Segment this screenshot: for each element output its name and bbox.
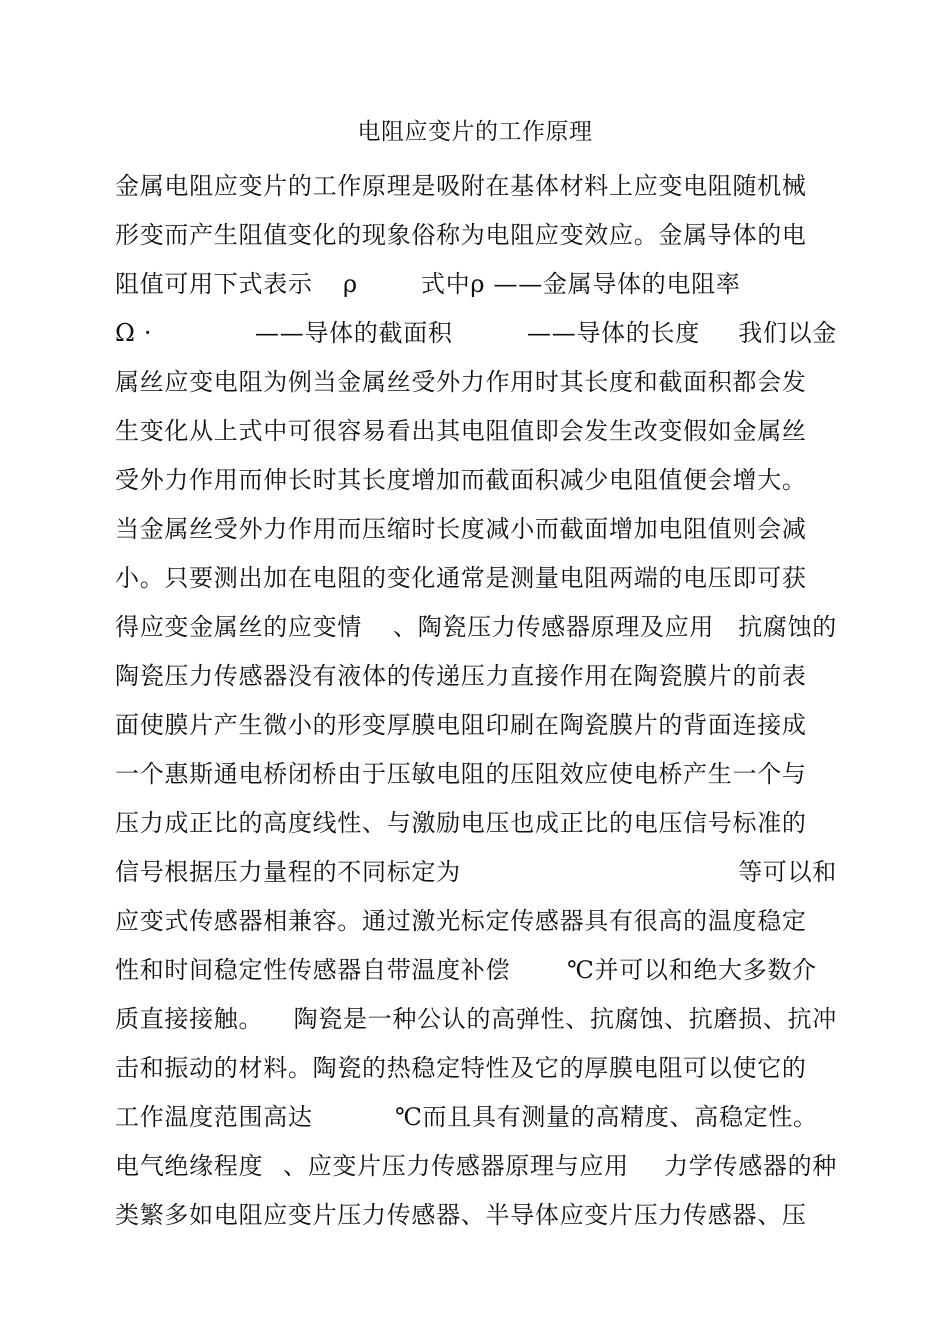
text-line-19 xyxy=(115,1044,837,1093)
text-line-9 xyxy=(115,554,837,603)
text-line-10-seg-3: 抗腐蚀的 xyxy=(738,613,837,641)
text-line-22 xyxy=(115,1191,837,1240)
text-line-15 xyxy=(115,848,837,897)
document-title: 电阻应变片的工作原理 xyxy=(357,119,593,145)
text-line-10-seg-1: 得应变金属丝的应变情 xyxy=(115,613,362,641)
text-line-3 xyxy=(115,260,837,309)
text-line-6-text: 生变化从上式中可很容易看出其电阻值即会发生改变假如金属丝 xyxy=(115,417,807,445)
text-line-5-text: 属丝应变电阻为例当金属丝受外力作用时其长度和截面积都会发 xyxy=(115,368,807,396)
text-line-4-seg-2: ——导体的截面积 xyxy=(255,319,453,347)
text-line-14-text: 压力成正比的高度线性、与激励电压也成正比的电压信号标准的 xyxy=(115,809,807,837)
text-line-2-text: 形变而产生阻值变化的现象俗称为电阻应变效应。金属导体的电 xyxy=(115,221,807,249)
text-line-1 xyxy=(115,162,837,211)
text-line-11-text: 陶瓷压力传感器没有液体的传递压力直接作用在陶瓷膜片的前表 xyxy=(115,662,807,690)
text-line-15-seg-1: 信号根据压力量程的不同标定为 xyxy=(115,858,461,886)
text-line-4-seg-3: ——导体的长度 xyxy=(527,319,700,347)
text-line-2 xyxy=(115,211,837,260)
text-line-17-seg-1: 性和时间稳定性传感器自带温度补偿 xyxy=(115,956,511,984)
text-line-18 xyxy=(115,995,837,1044)
text-line-5 xyxy=(115,358,837,407)
text-line-18-seg-1: 质直接接触。 xyxy=(115,1005,264,1033)
text-line-7 xyxy=(115,456,837,505)
text-line-11 xyxy=(115,652,837,701)
text-line-19-text: 击和振动的材料。陶瓷的热稳定特性及它的厚膜电阻可以使它的 xyxy=(115,1054,807,1082)
text-line-4-seg-4: 我们以金 xyxy=(738,319,837,347)
text-line-15-seg-2: 等可以和 xyxy=(738,858,837,886)
text-line-1-text: 金属电阻应变片的工作原理是吸附在基体材料上应变电阻随机械 xyxy=(115,172,807,200)
text-line-20-seg-1: 工作温度范围高达 xyxy=(115,1103,313,1131)
document-body xyxy=(115,162,837,1240)
text-line-6 xyxy=(115,407,837,456)
text-line-12 xyxy=(115,701,837,750)
section-heading-strain-gauge-sensor: 、应变片压力传感器原理与应用 xyxy=(283,1152,629,1180)
text-line-12-text: 面使膜片产生微小的形变厚膜电阻印刷在陶瓷膜片的背面连接成 xyxy=(115,711,807,739)
text-line-22-text: 类繁多如电阻应变片压力传感器、半导体应变片压力传感器、压 xyxy=(115,1201,807,1229)
text-line-17 xyxy=(115,946,837,995)
text-line-21-seg-1: 电气绝缘程度 xyxy=(115,1152,264,1180)
text-line-8-text: 当金属丝受外力作用而压缩时长度减小而截面增加电阻值则会减 xyxy=(115,515,807,543)
text-line-20 xyxy=(115,1093,837,1142)
text-line-3-seg-1: 阻值可用下式表示 xyxy=(115,270,313,298)
text-line-20-seg-2: ℃而且具有测量的高精度、高稳定性。 xyxy=(395,1103,818,1131)
text-line-17-seg-2: ℃并可以和绝大多数介 xyxy=(567,956,817,984)
text-line-4-seg-1: Ω · xyxy=(115,319,153,347)
section-heading-ceramic-sensor: 、陶瓷压力传感器原理及应用 xyxy=(393,613,715,641)
text-line-14 xyxy=(115,799,837,848)
text-line-10 xyxy=(115,603,837,652)
text-line-21-seg-3: 力学传感器的种 xyxy=(664,1152,837,1180)
text-line-16 xyxy=(115,897,837,946)
text-line-9-text: 小。只要测出加在电阻的变化通常是测量电阻两端的电压即可获 xyxy=(115,564,807,592)
text-line-16-text: 应变式传感器相兼容。通过激光标定传感器具有很高的温度稳定 xyxy=(115,907,807,935)
text-line-7-text: 受外力作用而伸长时其长度增加而截面积减少电阻值便会增大。 xyxy=(115,466,807,494)
text-line-13-text: 一个惠斯通电桥闭桥由于压敏电阻的压阻效应使电桥产生一个与 xyxy=(115,760,807,788)
text-line-4 xyxy=(115,309,837,358)
text-line-13 xyxy=(115,750,837,799)
text-line-21 xyxy=(115,1142,837,1191)
text-line-3-seg-3: 式中ρ ——金属导体的电阻率 xyxy=(421,270,741,298)
formula-rho: ρ xyxy=(343,270,358,298)
text-line-18-seg-2: 陶瓷是一种公认的高弹性、抗腐蚀、抗磨损、抗冲 xyxy=(293,1005,837,1033)
text-line-8 xyxy=(115,505,837,554)
